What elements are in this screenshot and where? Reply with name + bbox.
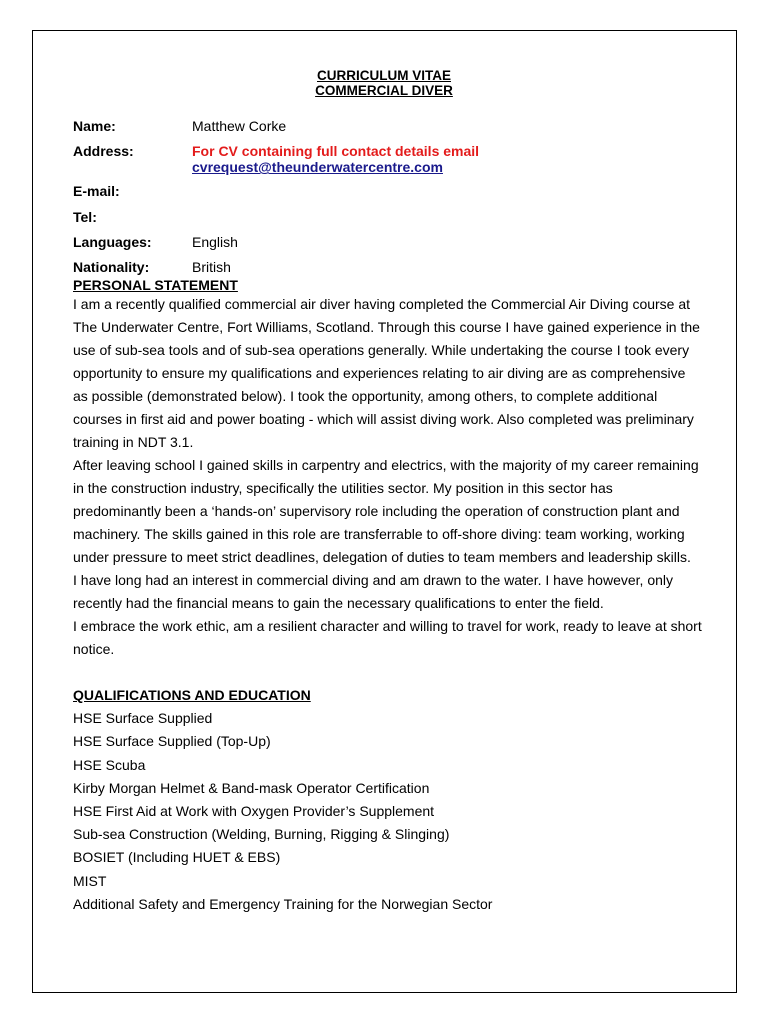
email-request-link[interactable]: cvrequest@theunderwatercentre.com <box>192 159 443 176</box>
list-item: HSE Scuba <box>73 756 146 773</box>
name-label: Name: <box>73 118 116 134</box>
tel-label: Tel: <box>73 208 97 225</box>
address-value <box>192 143 703 183</box>
tel-value <box>192 209 703 234</box>
address-label: Address: <box>73 143 134 160</box>
address-note: For CV containing full contact details email <box>192 143 480 160</box>
languages-value: English <box>192 233 238 250</box>
statement-paragraph: I am a recently qualified commercial air diver having completed the Commercial Air Diving course at The Underwater Centre, Fort Williams, Scotland. Through this course I have gained experience in the use of sub-sea tools and of sub-sea operations generally. While undertaking the course I took every opportunity to ensure my qualifications and experiences relating to air diving are as comprehensive as possible (demonstrated below). I took the opportunity, among others, to complete additional courses in first aid and power boating - which will assist diving work. Also completed was preliminary training in NDT 3.1. <box>73 296 700 451</box>
list-item: HSE Surface Supplied <box>73 710 213 727</box>
cv-document <box>73 68 703 916</box>
document-title <box>73 68 695 98</box>
section-spacer <box>73 661 703 684</box>
list-item: MIST <box>73 872 107 889</box>
detail-row-nationality <box>73 259 703 277</box>
nationality-label: Nationality: <box>73 259 150 276</box>
name-value: Matthew Corke <box>192 118 287 134</box>
list-item: HSE First Aid at Work with Oxygen Provider’s Supplement <box>73 803 435 819</box>
title-line-1: CURRICULUM VITAE <box>317 68 451 83</box>
detail-row-email <box>73 183 703 208</box>
qualifications-heading: QUALIFICATIONS AND EDUCATION <box>73 687 311 704</box>
detail-row-name <box>73 118 703 143</box>
list-item: BOSIET (Including HUET & EBS) <box>73 849 281 866</box>
statement-paragraph: After leaving school I gained skills in carpentry and electrics, with the majority of my career remaining in the construction industry, specifically the utilities sector. My position in this sector has predominantly been a ‘hands-on’ supervisory role including the operation of construction plant and machinery. The skills gained in this role are transferrable to off-shore diving: team working, working under pressure to meet strict deadlines, delegation of duties to team members and leadership skills. <box>73 457 699 566</box>
list-item: Kirby Morgan Helmet & Band-mask Operator Certification <box>73 779 430 796</box>
personal-statement-heading: PERSONAL STATEMENT <box>73 277 238 294</box>
personal-details <box>73 118 703 277</box>
detail-row-address <box>73 143 703 183</box>
personal-statement-section <box>73 277 703 661</box>
statement-paragraph: I have long had an interest in commercial diving and am drawn to the water. I have however, only recently had the financial means to gain the necessary qualifications to enter the field. <box>73 572 674 612</box>
nationality-value: British <box>192 259 231 276</box>
qualifications-section <box>73 684 703 916</box>
email-value <box>192 183 703 208</box>
qualifications-list <box>73 707 703 916</box>
languages-label: Languages: <box>73 233 152 250</box>
title-line-2: COMMERCIAL DIVER <box>315 83 453 98</box>
list-item: Sub-sea Construction (Welding, Burning, Rigging & Slinging) <box>73 826 450 843</box>
list-item: Additional Safety and Emergency Training for the Norwegian Sector <box>73 895 493 912</box>
detail-row-tel <box>73 209 703 234</box>
email-label: E-mail: <box>73 183 120 200</box>
detail-row-languages <box>73 234 703 259</box>
statement-paragraph: I embrace the work ethic, am a resilient character and willing to travel for work, ready to leave at short notice. <box>73 618 702 658</box>
list-item: HSE Surface Supplied (Top-Up) <box>73 733 271 750</box>
